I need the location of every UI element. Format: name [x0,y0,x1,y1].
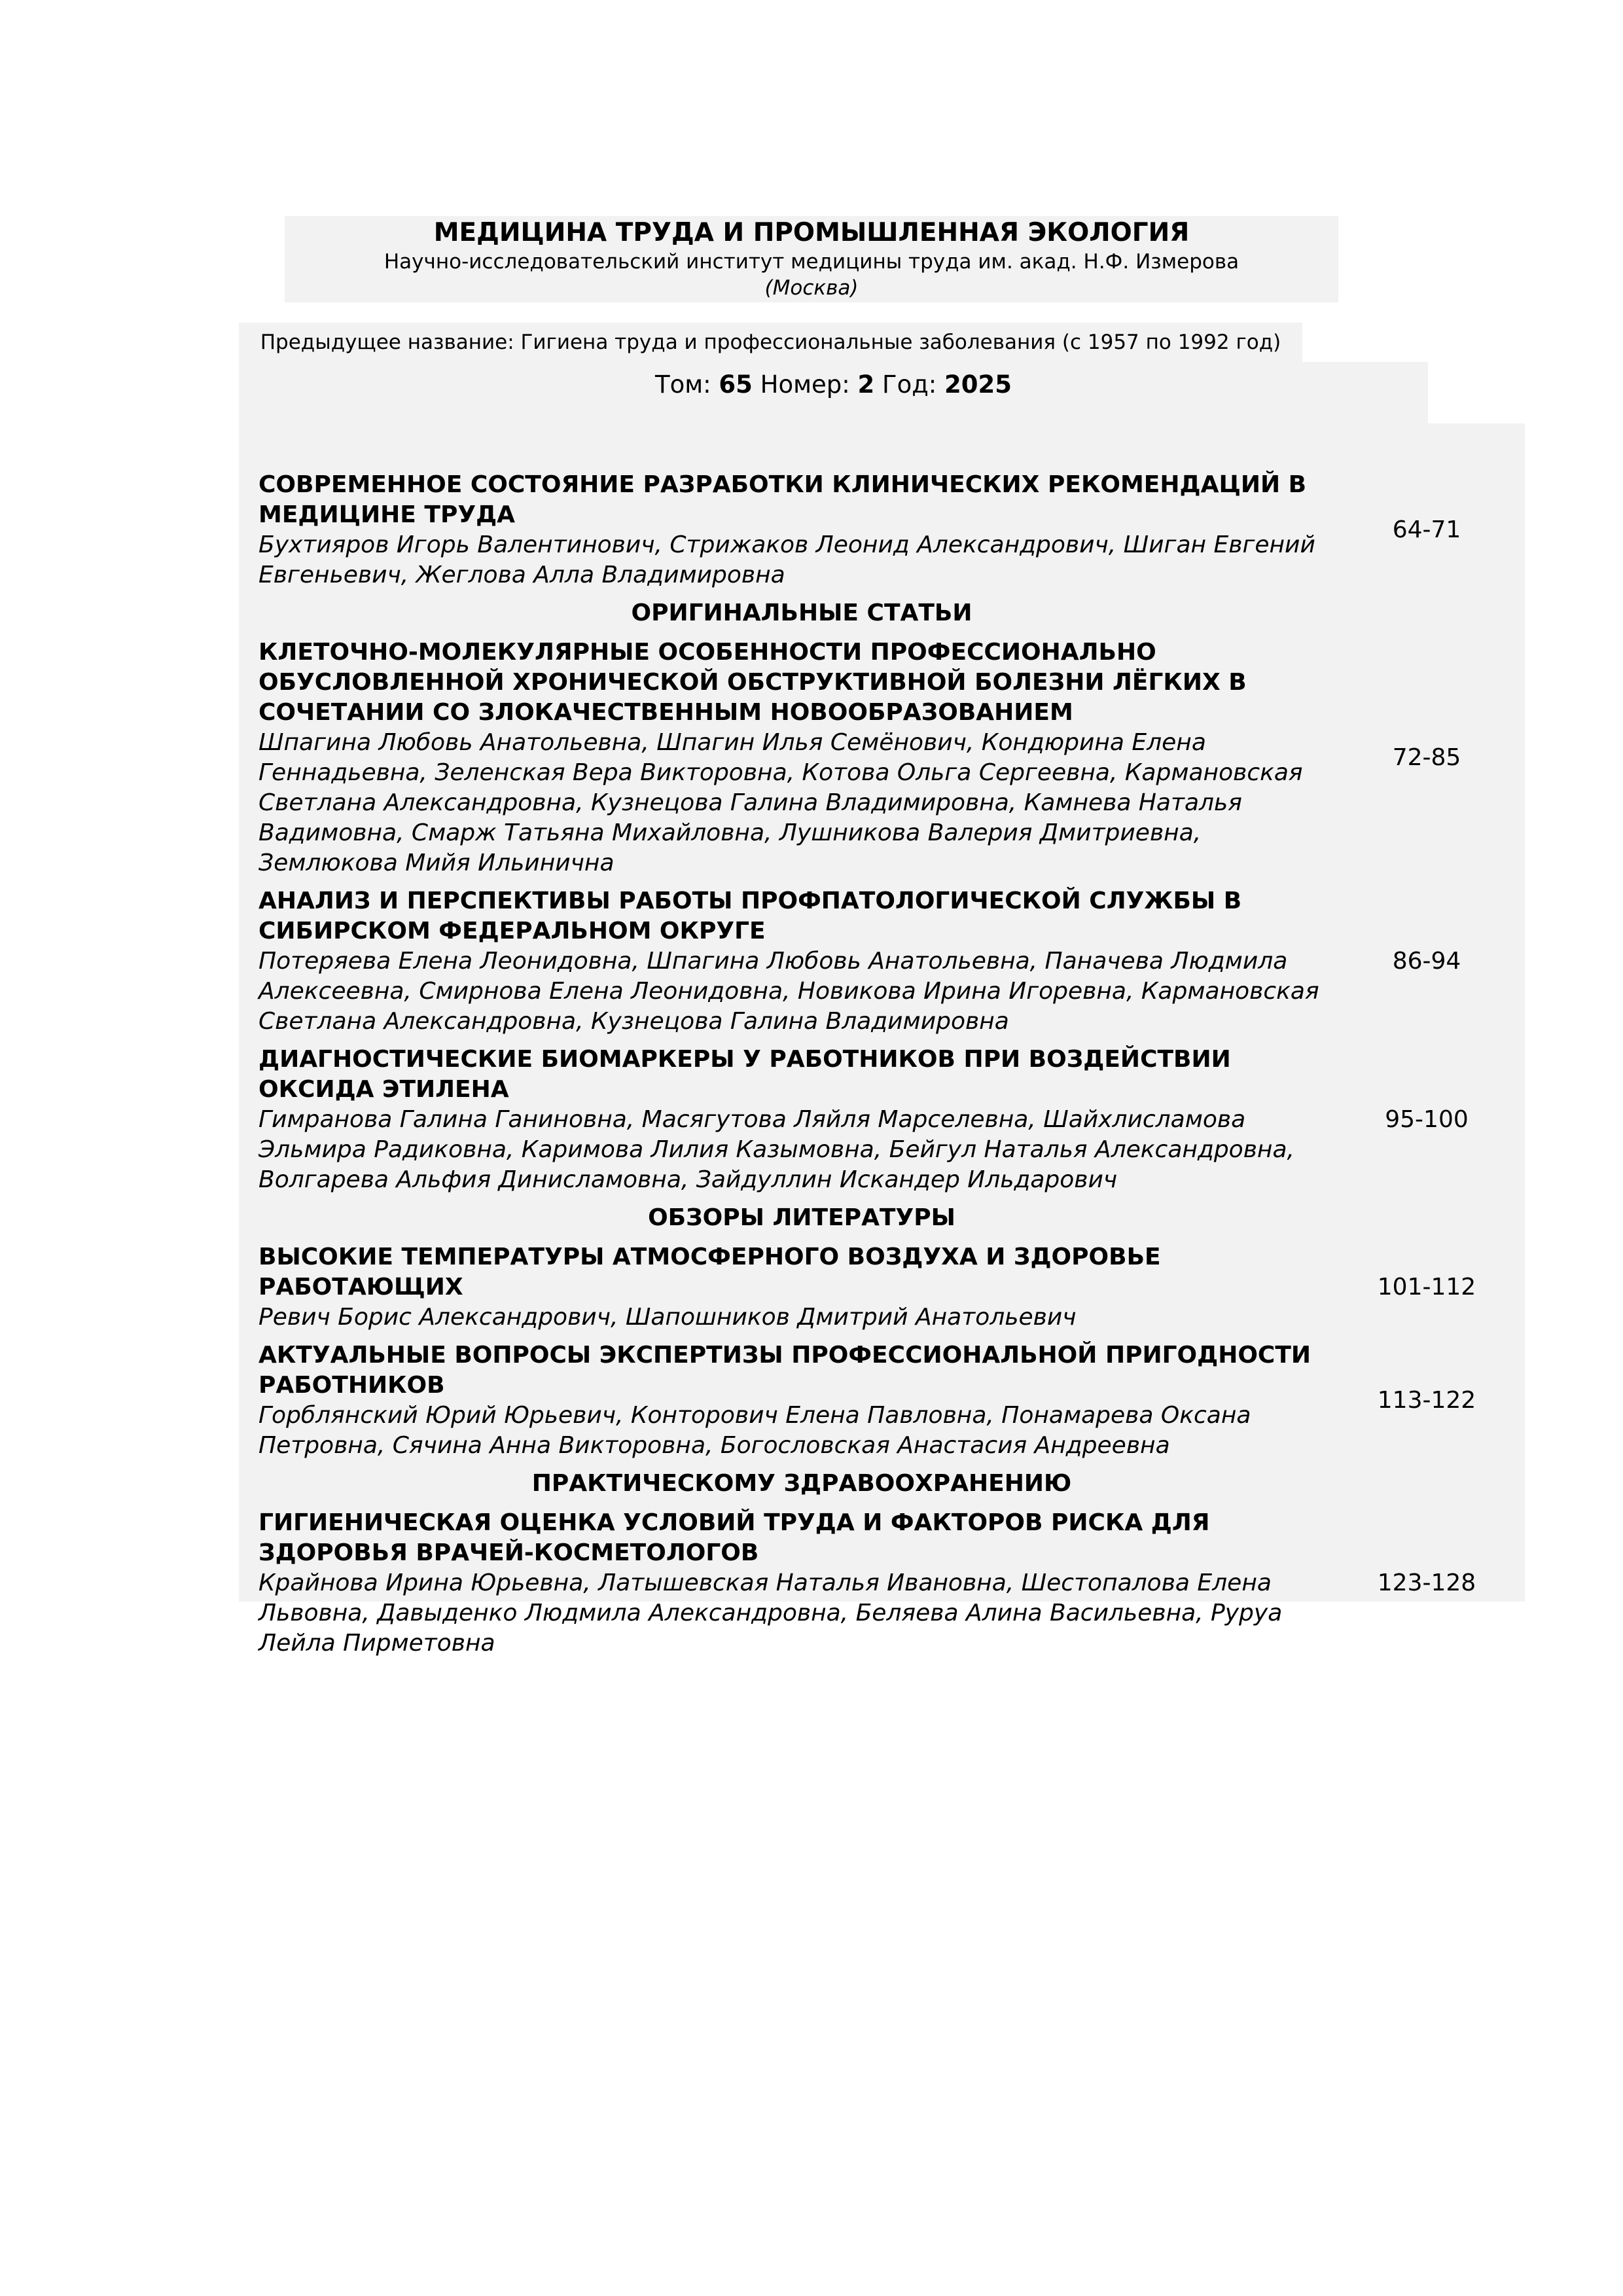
entry-pages: 123-128 [1377,1570,1476,1596]
toc-entry[interactable] [259,1045,1508,1195]
entry-pages: 101-112 [1377,1274,1476,1300]
journal-institute: Научно-исследовательский институт медицины труда им. акад. Н.Ф. Измерова [383,250,1240,274]
entry-title[interactable]: ГИГИЕНИЧЕСКАЯ ОЦЕНКА УСЛОВИЙ ТРУДА И ФАКТОРОВ РИСКА ДЛЯ ЗДОРОВЬЯ ВРАЧЕЙ-КОСМЕТОЛОГОВ [259,1509,1210,1566]
section-heading: ПРАКТИЧЕСКОМУ ЗДРАВООХРАНЕНИЮ [531,1470,1072,1497]
entry-authors: Горблянский Юрий Юрьевич, Конторович Елена Павловна, Понамарева Оксана Петровна, Сячина Анна Викторовна, Богословская Анастасия Андреевна [259,1402,1251,1459]
entry-pages: 113-122 [1377,1387,1476,1414]
entry-authors: Крайнова Ирина Юрьевна, Латышевская Наталья Ивановна, Шестопалова Елена Львовна, Давыденко Людмила Александровна, Беляева Алина Васильевна, Руруа Лейла Пирметовна [259,1570,1283,1657]
toc-entry[interactable] [259,886,1508,1037]
entry-body [259,1340,1345,1461]
entry-title[interactable]: АКТУАЛЬНЫЕ ВОПРОСЫ ЭКСПЕРТИЗЫ ПРОФЕССИОНАЛЬНОЙ ПРИГОДНОСТИ РАБОТНИКОВ [259,1342,1311,1399]
volume-value: 65 [719,370,753,399]
toc-entry[interactable] [259,470,1508,590]
toc-entry[interactable] [259,1508,1508,1659]
entry-body [259,886,1345,1037]
toc-entry[interactable] [259,637,1508,878]
journal-title: МЕДИЦИНА ТРУДА И ПРОМЫШЛЕННАЯ ЭКОЛОГИЯ [433,218,1190,247]
entry-title[interactable]: КЛЕТОЧНО-МОЛЕКУЛЯРНЫЕ ОСОБЕННОСТИ ПРОФЕССИОНАЛЬНО ОБУСЛОВЛЕННОЙ ХРОНИЧЕСКОЙ ОБСТРУКТИВНОЙ БОЛЕЗНИ ЛЁГКИХ В СОЧЕТАНИИ СО ЗЛОКАЧЕСТВЕННЫМ НОВООБРАЗОВАНИЕМ [259,639,1247,726]
entry-body [259,1508,1345,1659]
number-label: Номер: [760,370,850,399]
entry-title[interactable]: СОВРЕМЕННОЕ СОСТОЯНИЕ РАЗРАБОТКИ КЛИНИЧЕСКИХ РЕКОМЕНДАЦИЙ В МЕДИЦИНЕ ТРУДА [259,471,1307,528]
previous-title: Предыдущее название: Гигиена труда и профессиональные заболевания (с 1957 по 1992 год) [239,323,1302,362]
entry-pages: 64-71 [1392,516,1461,543]
year-value: 2025 [944,370,1012,399]
entry-pages: 95-100 [1385,1106,1469,1133]
entry-authors: Гимранова Галина Ганиновна, Масягутова Ляйля Марселевна, Шайхлисламова Эльмира Радиковна, Каримова Лилия Казымовна, Бейгул Наталья Александровна, Волгарева Альфия Динисламовна, Зайдуллин Искандер Ильдарович [259,1106,1294,1193]
entry-body [259,1045,1345,1195]
toc-entry[interactable] [259,1242,1508,1333]
entry-authors: Потеряева Елена Леонидовна, Шпагина Любовь Анатольевна, Паначева Людмила Алексеевна, Смирнова Елена Леонидовна, Новикова Ирина Игоревна, Кармановская Светлана Александровна, Кузнецова Галина Владимировна [259,948,1319,1035]
table-of-contents [259,470,1508,1666]
entry-pages: 72-85 [1392,744,1461,771]
year-label: Год: [882,370,937,399]
journal-header [285,216,1338,302]
entry-title[interactable]: ВЫСОКИЕ ТЕМПЕРАТУРЫ АТМОСФЕРНОГО ВОЗДУХА И ЗДОРОВЬЕ РАБОТАЮЩИХ [259,1244,1161,1300]
entry-title[interactable]: АНАЛИЗ И ПЕРСПЕКТИВЫ РАБОТЫ ПРОФПАТОЛОГИЧЕСКОЙ СЛУЖБЫ В СИБИРСКОМ ФЕДЕРАЛЬНОМ ОКРУГЕ [259,888,1242,944]
entry-pages: 86-94 [1392,948,1461,975]
toc-entry[interactable] [259,1340,1508,1461]
entry-body [259,1242,1345,1333]
section-heading: ОРИГИНАЛЬНЫЕ СТАТЬИ [631,600,972,626]
journal-city: (Москва) [764,276,859,300]
entry-authors: Бухтияров Игорь Валентинович, Стрижаков Леонид Александрович, Шиган Евгений Евгеньевич, Жеглова Алла Владимировна [259,531,1315,588]
issue-info [239,362,1428,423]
entry-title[interactable]: ДИАГНОСТИЧЕСКИЕ БИОМАРКЕРЫ У РАБОТНИКОВ ПРИ ВОЗДЕЙСТВИИ ОКСИДА ЭТИЛЕНА [259,1046,1231,1103]
section-heading: ОБЗОРЫ ЛИТЕРАТУРЫ [648,1204,955,1231]
entry-authors: Шпагина Любовь Анатольевна, Шпагин Илья Семёнович, Кондюрина Елена Геннадьевна, Зеленская Вера Викторовна, Котова Ольга Сергеевна, Кармановская Светлана Александровна, Кузнецова Галина Владимировна, Камнева Наталья Вадимовна, Смарж Татьяна Михайловна, Лушникова Валерия Дмитриевна, Землюкова Мийя Ильинична [259,729,1303,876]
entry-body [259,637,1345,878]
entry-authors: Ревич Борис Александрович, Шапошников Дмитрий Анатольевич [259,1304,1077,1331]
number-value: 2 [857,370,875,399]
volume-label: Том: [654,370,711,399]
entry-body [259,470,1345,590]
